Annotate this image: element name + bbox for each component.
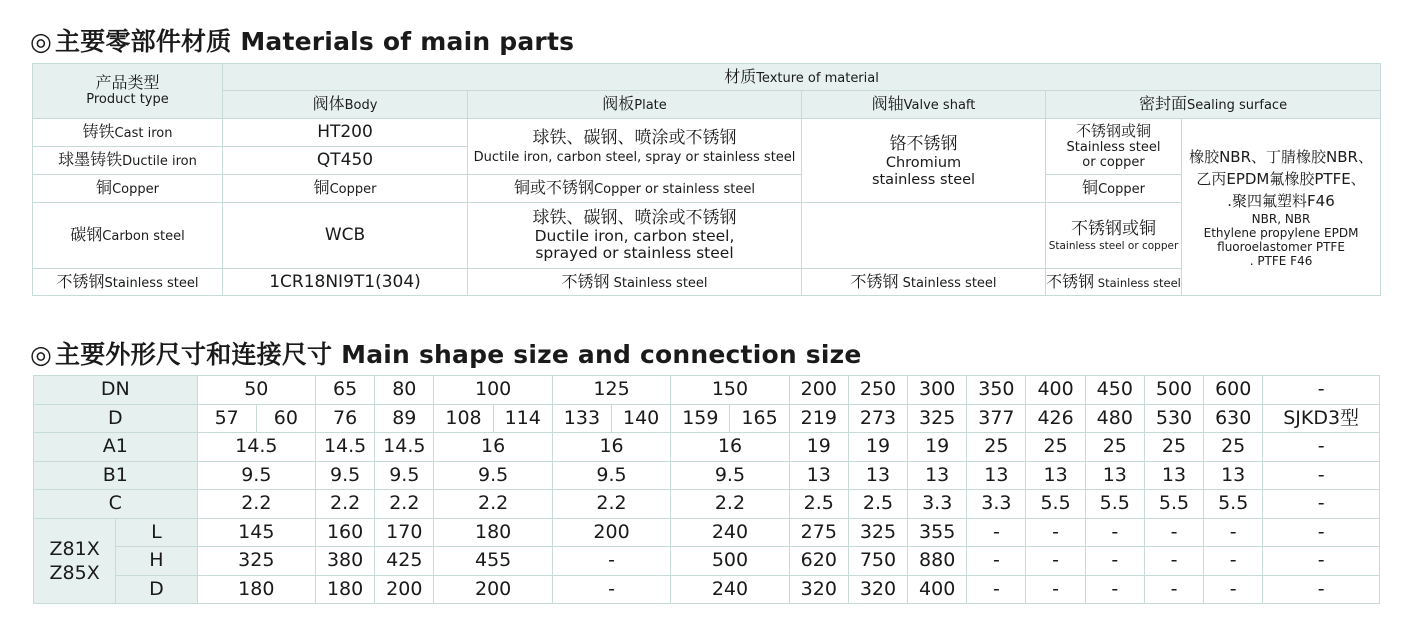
l-cell: 160 [316,518,375,547]
plate-carbon-zh: 球铁、碳钢、喷涂或不锈钢 [532,208,737,228]
body-cast-iron: HT200 [223,119,468,147]
shaft-main-zh: 铬不锈钢 [889,133,958,154]
d-cell: 219 [789,404,848,433]
sealing-stainless-zh: 不锈钢 [1046,271,1095,291]
sealing-stainless-en: Stainless steel [1094,275,1181,290]
h-cell: 380 [316,547,375,576]
row-a1 [34,433,1380,462]
sealing-cast-en-1: Stainless steel [1066,140,1161,155]
c-cell: - [1263,490,1380,519]
dn-label: DN [34,376,198,405]
d-label: D [34,404,198,433]
dn-cell: 100 [434,376,552,405]
d-cell: 325 [908,404,967,433]
dn-cell: 250 [848,376,907,405]
h-cell: 455 [434,547,552,576]
dn-cell: 300 [908,376,967,405]
d-cell: 159 [671,404,730,433]
d-cell: 426 [1026,404,1085,433]
plate-cast-zh: 球铁、碳钢、喷涂或不锈钢 [532,128,737,148]
col-plate-header [468,91,802,119]
dd-cell: - [1263,575,1380,604]
col-body-zh: 阀体 [312,94,345,113]
l-cell: - [1263,518,1380,547]
body-copper [223,175,468,203]
plate-carbon [468,203,802,269]
plate-cast-en: Ductile iron, carbon steel, spray or stainless steel [473,150,796,165]
l-cell: - [1026,518,1085,547]
plate-stainless-en: Stainless steel [609,275,708,291]
a1-cell: 19 [789,433,848,462]
dn-cell: 350 [967,376,1026,405]
h-cell: - [967,547,1026,576]
dn-cell: 125 [552,376,670,405]
type-cast-iron [33,119,223,147]
c-cell: 2.2 [197,490,315,519]
l-cell: - [1204,518,1263,547]
plate-copper-en: Copper or stainless steel [594,182,755,197]
bullet-circle-icon: ◎ [30,340,53,369]
product-type-header [33,64,223,119]
a1-cell: 16 [434,433,552,462]
dd-cell: 400 [908,575,967,604]
dimensions-title-en: Main shape size and connection size [341,340,862,369]
a1-cell: 25 [1026,433,1085,462]
type-copper-zh: 铜 [96,178,113,197]
dd-cell: - [967,575,1026,604]
dd-cell: - [1026,575,1085,604]
b1-cell: 13 [1026,461,1085,490]
b1-cell: 13 [1144,461,1203,490]
dd-cell: 180 [316,575,375,604]
c-cell: 5.5 [1204,490,1263,519]
d-cell: 57 [197,404,256,433]
material-header-zh: 材质 [724,66,757,86]
dimensions-title-zh: 主要外形尺寸和连接尺寸 [55,340,333,369]
dd-cell: - [1085,575,1144,604]
dd-cell: 200 [375,575,434,604]
h-cell: 500 [671,547,789,576]
dn-cell: 400 [1026,376,1085,405]
body-stainless-steel: 1CR18NI9T1(304) [223,269,468,296]
c-cell: 3.3 [908,490,967,519]
dn-cell: 450 [1085,376,1144,405]
b1-cell: 9.5 [434,461,552,490]
l-label: L [116,518,197,547]
b1-label: B1 [34,461,198,490]
dd-cell: - [552,575,670,604]
col-sealing-zh: 密封面 [1138,94,1187,113]
h-cell: - [552,547,670,576]
product-type-en: Product type [86,92,169,107]
type-stainless-steel-zh: 不锈钢 [56,271,105,291]
sealing-copper-zh: 铜 [1082,178,1099,197]
c-label: C [34,490,198,519]
model-label [34,518,116,604]
l-cell: 180 [434,518,552,547]
sealing-copper-en: Copper [1098,182,1145,197]
h-cell: 325 [197,547,315,576]
type-cast-iron-en: Cast iron [114,126,173,141]
dd-cell: 320 [848,575,907,604]
c-cell: 5.5 [1026,490,1085,519]
type-carbon-steel-en: Carbon steel [102,229,185,244]
materials-section-title [30,22,574,58]
row-h [34,547,1380,576]
sealing-cast [1046,119,1182,175]
dd-cell: 200 [434,575,552,604]
dn-cell: 150 [671,376,789,405]
col-body-en: Body [344,98,378,113]
d-cell: 630 [1204,404,1263,433]
d-cell: 377 [967,404,1026,433]
d-cell: 108 [434,404,493,433]
l-cell: 200 [552,518,670,547]
h-cell: - [1144,547,1203,576]
b1-cell: 9.5 [552,461,670,490]
sealing-carbon-zh: 不锈钢或铜 [1071,218,1156,239]
a1-cell: 19 [848,433,907,462]
col-body-header [223,91,468,119]
type-ductile-iron-en: Ductile iron [122,154,197,169]
type-carbon-steel-zh: 碳钢 [70,225,103,244]
sealing-carbon [1046,203,1182,269]
d-cell: 133 [552,404,611,433]
a1-cell: 19 [908,433,967,462]
dimensions-section-title [30,335,862,371]
l-cell: 325 [848,518,907,547]
materials-table [32,63,1381,296]
col-shaft-header [802,91,1046,119]
materials-title-en: Materials of main parts [240,27,575,56]
materials-title-zh: 主要零部件材质 [55,27,232,56]
d-cell: 140 [612,404,671,433]
a1-cell: 16 [671,433,789,462]
col-plate-zh: 阀板 [602,94,635,113]
type-copper [33,175,223,203]
sealing-stainless [1046,269,1182,296]
h-cell: 620 [789,547,848,576]
b1-cell: 9.5 [671,461,789,490]
col-shaft-en: Valve shaft [903,98,976,113]
shaft-stainless [802,269,1046,296]
dn-cell: 80 [375,376,434,405]
row-dd [34,575,1380,604]
c-cell: 2.2 [375,490,434,519]
c-cell: 5.5 [1085,490,1144,519]
plate-carbon-en-2: sprayed or stainless steel [535,244,734,262]
b1-cell: 9.5 [197,461,315,490]
h-cell: - [1085,547,1144,576]
sealing-rubber [1182,119,1381,296]
d-cell: 530 [1144,404,1203,433]
c-cell: 2.5 [789,490,848,519]
a1-cell: 16 [552,433,670,462]
shaft-main-en-2: stainless steel [871,171,976,188]
h-cell: - [1026,547,1085,576]
shaft-stainless-en: Stainless steel [898,275,997,291]
a1-cell: 25 [1144,433,1203,462]
d-cell: 165 [730,404,789,433]
l-cell: 145 [197,518,315,547]
c-cell: 5.5 [1144,490,1203,519]
dn-cell: 500 [1144,376,1203,405]
d-cell: 60 [256,404,315,433]
dn-cell: 65 [316,376,375,405]
l-cell: 170 [375,518,434,547]
shaft-stainless-zh: 不锈钢 [850,271,899,291]
row-l [34,518,1380,547]
body-copper-en: Copper [329,182,377,197]
dd-cell: - [1204,575,1263,604]
c-cell: 2.2 [316,490,375,519]
plate-cast [468,119,802,175]
d-cell: 114 [493,404,552,433]
h-cell: 750 [848,547,907,576]
type-cast-iron-zh: 铸铁 [82,122,115,141]
type-stainless-steel-en: Stainless steel [104,275,199,291]
dd-label: D [116,575,197,604]
plate-copper [468,175,802,203]
l-cell: 240 [671,518,789,547]
bullet-circle-icon: ◎ [30,27,53,56]
row-dn [34,376,1380,405]
h-cell: - [1263,547,1380,576]
sealing-cast-en-2: or copper [1082,155,1145,170]
a1-cell: 25 [1204,433,1263,462]
h-cell: 880 [908,547,967,576]
dd-cell: 240 [671,575,789,604]
h-cell: - [1204,547,1263,576]
c-cell: 2.2 [434,490,552,519]
dn-cell: - [1263,376,1380,405]
row-c [34,490,1380,519]
type-copper-en: Copper [112,182,159,197]
sealing-rubber-zh-1: 橡胶NBR、丁腈橡胶NBR、 [1189,148,1373,166]
a1-cell: - [1263,433,1380,462]
body-ductile-iron: QT450 [223,147,468,175]
row-d [34,404,1380,433]
d-cell: 273 [848,404,907,433]
sealing-rubber-zh-3: .聚四氟塑料F46 [1227,192,1335,210]
col-sealing-header [1046,91,1381,119]
material-header-en: Texture of material [756,70,879,86]
l-cell: 275 [789,518,848,547]
model-z81x: Z81X [49,537,100,560]
l-cell: - [1144,518,1203,547]
c-cell: 2.2 [552,490,670,519]
d-cell: SJKD3型 [1263,404,1380,433]
d-cell: 480 [1085,404,1144,433]
a1-cell: 14.5 [197,433,315,462]
body-copper-zh: 铜 [313,178,330,197]
plate-carbon-en-1: Ductile iron, carbon steel, [534,227,735,245]
b1-cell: 13 [848,461,907,490]
shaft-carbon-empty [802,203,1046,269]
b1-cell: 13 [1085,461,1144,490]
sealing-copper [1046,175,1182,203]
model-z85x: Z85X [49,561,100,584]
b1-cell: 13 [908,461,967,490]
plate-stainless [468,269,802,296]
type-carbon-steel [33,203,223,269]
sealing-rubber-en-1: NBR, NBR [1251,212,1311,226]
col-shaft-zh: 阀轴 [871,94,904,113]
plate-stainless-zh: 不锈钢 [561,271,610,291]
sealing-rubber-en-3: fluoroelastomer PTFE [1217,240,1345,254]
b1-cell: - [1263,461,1380,490]
l-cell: - [1085,518,1144,547]
c-cell: 3.3 [967,490,1026,519]
a1-cell: 14.5 [316,433,375,462]
b1-cell: 13 [1204,461,1263,490]
shaft-main [802,119,1046,203]
type-stainless-steel [33,269,223,296]
b1-cell: 13 [967,461,1026,490]
b1-cell: 9.5 [375,461,434,490]
dd-cell: - [1144,575,1203,604]
type-ductile-iron-zh: 球墨铸铁 [58,150,123,169]
sealing-carbon-en: Stainless steel or copper [1048,239,1179,252]
dd-cell: 180 [197,575,315,604]
shaft-main-en-1: Chromium [885,154,962,171]
d-cell: 89 [375,404,434,433]
a1-cell: 14.5 [375,433,434,462]
dimensions-table [33,375,1380,604]
row-b1 [34,461,1380,490]
sealing-cast-zh: 不锈钢或铜 [1075,122,1151,140]
b1-cell: 13 [789,461,848,490]
c-cell: 2.5 [848,490,907,519]
c-cell: 2.2 [671,490,789,519]
plate-copper-zh: 铜或不锈钢 [514,178,595,197]
sealing-rubber-en-2: Ethylene propylene EPDM [1203,226,1359,240]
h-cell: 425 [375,547,434,576]
dn-cell: 50 [197,376,315,405]
d-cell: 76 [316,404,375,433]
type-ductile-iron [33,147,223,175]
dn-cell: 200 [789,376,848,405]
h-label: H [116,547,197,576]
col-sealing-en: Sealing surface [1186,98,1288,113]
l-cell: - [967,518,1026,547]
col-plate-en: Plate [634,98,667,113]
b1-cell: 9.5 [316,461,375,490]
sealing-rubber-zh-2: 乙丙EPDM氟橡胶PTFE、 [1196,170,1366,188]
dn-cell: 600 [1204,376,1263,405]
sealing-rubber-en-4: . PTFE F46 [1249,254,1313,268]
a1-cell: 25 [1085,433,1144,462]
a1-label: A1 [34,433,198,462]
dd-cell: 320 [789,575,848,604]
a1-cell: 25 [967,433,1026,462]
body-carbon-steel: WCB [223,203,468,269]
l-cell: 355 [908,518,967,547]
material-header [223,64,1381,91]
product-type-zh: 产品类型 [95,73,160,92]
